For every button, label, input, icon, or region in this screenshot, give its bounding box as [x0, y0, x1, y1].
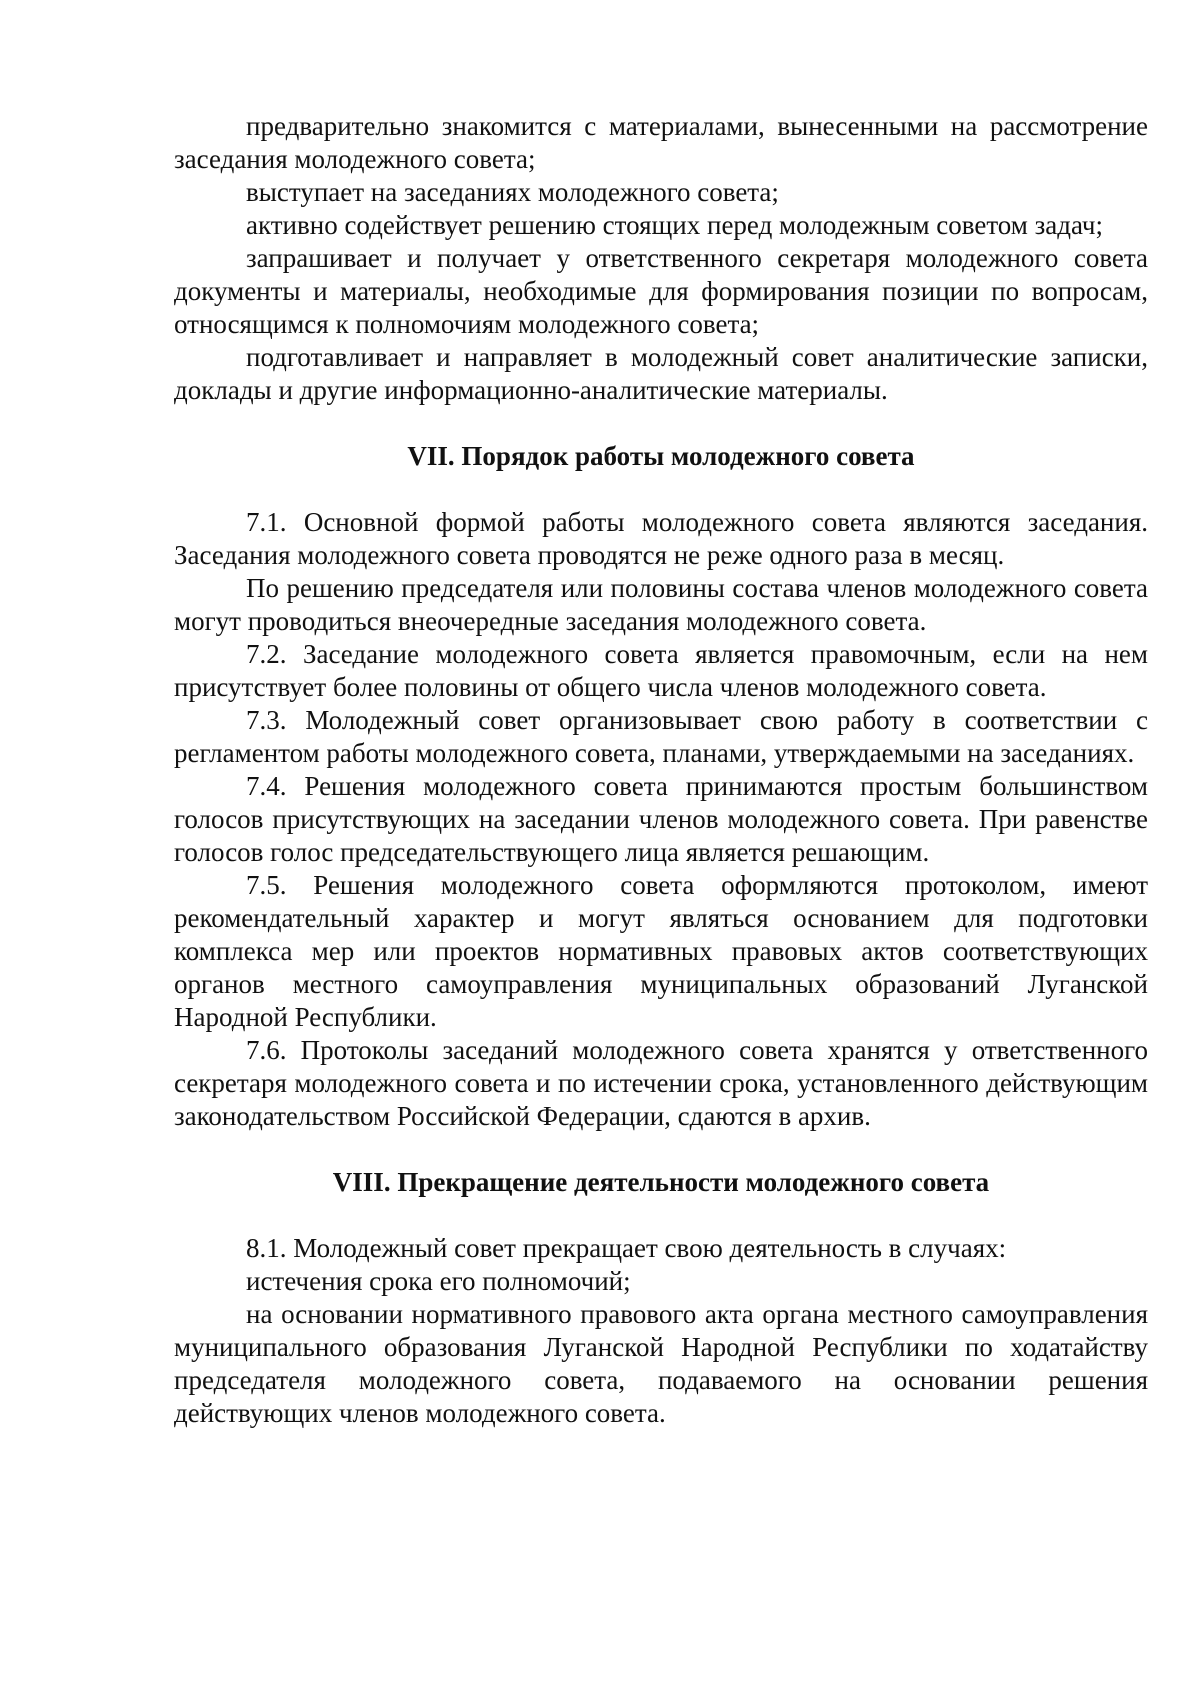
- paragraph: 7.6. Протоколы заседаний молодежного совета хранятся у ответственного секретаря молодежного совета и по истечении срока, установленного действующим законодательством Российской Федерации, сдаются в архив.: [174, 1035, 1148, 1131]
- paragraph: 7.1. Основной формой работы молодежного совета являются заседания. Заседания молодежного совета проводятся не реже одного раза в месяц.: [174, 507, 1148, 570]
- paragraph: подготавливает и направляет в молодежный совет аналитические записки, доклады и другие информационно-аналитические материалы.: [174, 342, 1148, 405]
- paragraph: предварительно знакомится с материалами, вынесенными на рассмотрение заседания молодежного совета;: [174, 111, 1148, 174]
- section-heading-7: VII. Порядок работы молодежного совета: [407, 441, 915, 471]
- paragraph: истечения срока его полномочий;: [246, 1266, 631, 1296]
- paragraph: 7.5. Решения молодежного совета оформляются протоколом, имеют рекомендательный характер и могут являться основанием для подготовки комплекса мер или проектов нормативных правовых актов соответствующих органов местного самоуправления муниципальных образований Луганской Народной Республики.: [174, 870, 1148, 1032]
- paragraph: активно содействует решению стоящих перед молодежным советом задач;: [246, 210, 1103, 240]
- document-page: [174, 110, 1148, 1430]
- section-8-body: [174, 1232, 1148, 1430]
- paragraph: 7.3. Молодежный совет организовывает свою работу в соответствии с регламентом работы молодежного совета, планами, утверждаемыми на заседаниях.: [174, 705, 1148, 768]
- paragraph: 7.2. Заседание молодежного совета является правомочным, если на нем присутствует более половины от общего числа членов молодежного совета.: [174, 639, 1148, 702]
- paragraph: запрашивает и получает у ответственного секретаря молодежного совета документы и материалы, необходимые для формирования позиции по вопросам, относящимся к полномочиям молодежного совета;: [174, 243, 1148, 339]
- paragraph: выступает на заседаниях молодежного совета;: [246, 177, 779, 207]
- paragraph: По решению председателя или половины состава членов молодежного совета могут проводиться внеочередные заседания молодежного совета.: [174, 573, 1148, 636]
- section-7-body: [174, 506, 1148, 1133]
- section-heading-8: VIII. Прекращение деятельности молодежного совета: [332, 1167, 990, 1197]
- paragraph: 7.4. Решения молодежного совета принимаются простым большинством голосов присутствующих на заседании членов молодежного совета. При равенстве голосов голос председательствующего лица является решающим.: [174, 771, 1148, 867]
- paragraph: 8.1. Молодежный совет прекращает свою деятельность в случаях:: [246, 1233, 1007, 1263]
- intro-block: [174, 110, 1148, 407]
- paragraph: на основании нормативного правового акта органа местного самоуправления муниципального образования Луганской Народной Республики по ходатайству председателя молодежного совета, подаваемого на основании решения действующих членов молодежного совета.: [174, 1299, 1148, 1428]
